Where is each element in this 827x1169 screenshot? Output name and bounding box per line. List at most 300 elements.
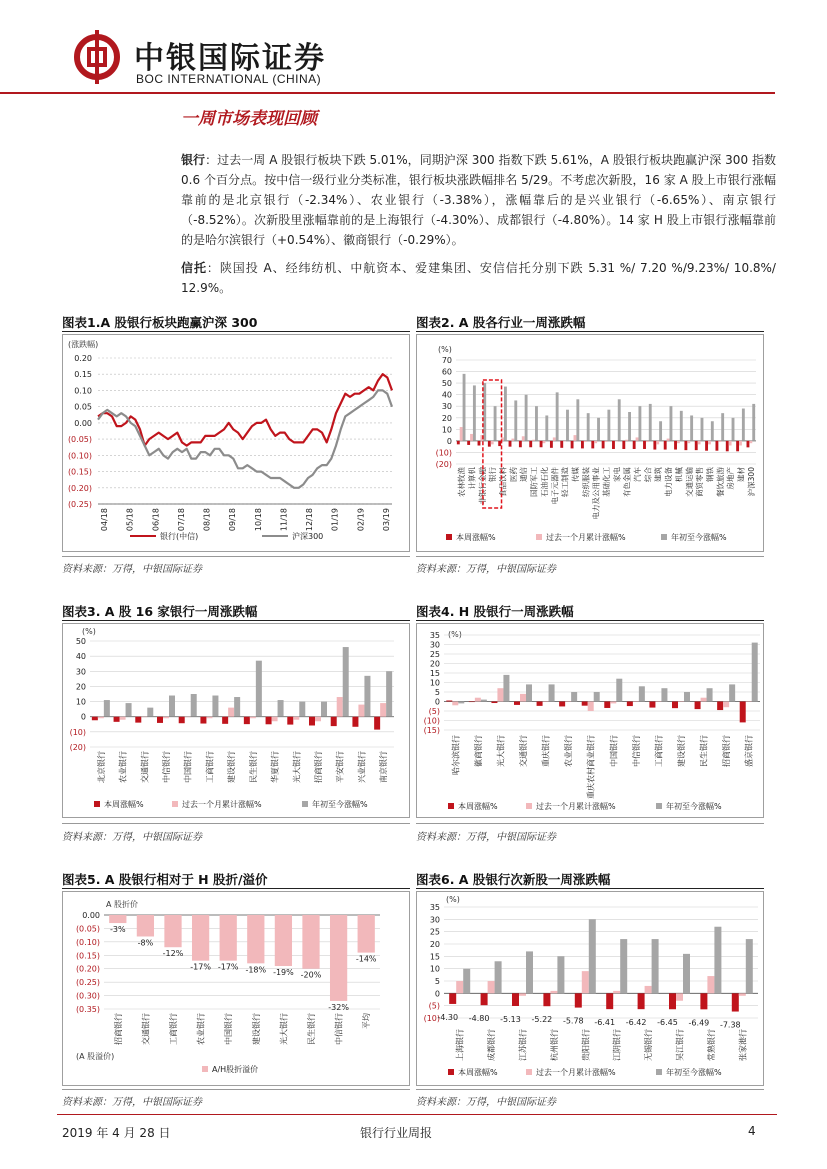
footer-date: 2019 年 4 月 28 日 [62,1126,171,1140]
data-label: -6.45 [657,1018,678,1028]
x-category-label: 重庆银行 [541,735,551,767]
bar [337,697,343,717]
bar [114,717,120,722]
bar [684,692,690,702]
unit-label: A 股折价 [106,900,139,909]
x-category-label: 江苏银行 [518,1029,528,1061]
legend-swatch [536,534,542,540]
brand-name-cn: 中银国际证券 [134,41,326,76]
y-tick-label: (20) [435,460,452,469]
bar [532,440,535,441]
chart-h-share-banks [416,623,764,818]
data-label: -5.78 [562,1016,584,1026]
y-tick-label: (10) [423,716,440,726]
unit-label: (%) [446,895,460,904]
y-tick-label: 0 [434,989,440,999]
bar [481,993,488,1005]
legend-label: 年初至今涨幅% [666,1068,722,1077]
bar [529,441,532,447]
bar [556,392,559,441]
data-label: -3% [110,925,126,935]
x-category-label: 兴业银行 [357,751,367,783]
x-category-label: 工商银行 [169,1013,178,1045]
data-label: -5.22 [531,1015,553,1025]
bar [449,993,456,1004]
bar [234,697,240,717]
x-category-label: 银行 [488,467,498,482]
bar [256,661,262,717]
x-tick-label: 10/18 [253,508,263,532]
figure-rule [416,888,764,889]
bar [475,698,481,702]
bar [636,437,639,440]
bar [491,702,497,704]
bar [742,409,745,441]
bar [266,717,272,725]
bar [494,406,497,441]
bar [514,702,520,705]
x-category-label: 钢铁 [705,467,715,482]
y-tick-label: 15 [429,669,440,678]
bar [498,441,501,446]
bar [566,410,569,441]
bar [739,441,742,446]
bar [625,440,628,441]
legend-swatch [526,803,532,809]
x-category-label: 吴江银行 [675,1029,685,1061]
bar [212,696,218,717]
bar [732,993,739,1011]
bar [752,404,755,441]
x-category-label: 江阴银行 [612,1029,622,1061]
bar [594,441,597,443]
bar [470,434,473,441]
x-category-label: 盛京银行 [744,735,754,767]
bar [721,413,724,441]
bar [157,717,163,723]
legend-label: 过去一个月累计涨幅% [546,533,626,542]
data-label: -8% [137,938,154,948]
bar [613,991,620,993]
x-category-label: 杭州银行 [549,1029,559,1061]
x-category-label: 徽商银行 [473,735,483,767]
y-tick-label: 35 [429,631,440,640]
bar [330,915,347,1001]
y-tick-label: 0 [446,436,452,446]
x-category-label: 电力设备 [664,467,674,497]
bar [605,441,608,442]
bar [542,441,545,443]
x-category-label: 交通银行 [519,735,528,767]
bar [732,418,735,441]
bar [228,708,234,717]
bar [627,702,633,707]
bar [220,915,237,961]
bar [488,441,491,447]
bar [522,436,525,441]
bar [293,717,299,720]
y-tick-label: (0.10) [67,451,92,461]
y-tick-label: 5 [434,977,440,986]
figure-rule [416,620,764,621]
chart-banks-vs-csi300 [62,334,410,552]
y-tick-label: (0.05) [75,924,100,934]
data-label: -19% [273,968,294,978]
x-category-label: 农业银行 [118,751,128,783]
bar [747,441,750,447]
bar [497,688,503,701]
bar [478,441,481,446]
bar [550,441,553,448]
x-category-label: 医药 [508,467,518,482]
divider [62,556,410,557]
data-label: -17% [217,962,239,972]
y-tick-label: (0.10) [75,937,100,947]
source-note: 资料来源：万得，中银国际证券 [416,832,556,843]
x-category-label: 商贸零售 [695,467,705,497]
y-tick-label: 20 [429,659,440,669]
figure-rule [62,888,410,889]
y-tick-label: (0.15) [75,951,100,961]
y-tick-label: 30 [429,915,440,925]
y-tick-label: 30 [75,667,86,677]
bar [708,441,711,444]
bar [582,971,589,993]
bar [250,717,256,719]
bar [191,694,197,717]
bar [683,954,690,993]
bar [589,919,596,993]
y-tick-label: 0 [80,712,86,722]
x-category-label: 北京银行 [96,751,106,783]
data-label: -32% [328,1002,349,1012]
bar [610,702,616,704]
y-tick-label: (0.25) [67,500,92,509]
x-category-label: 哈尔滨银行 [451,735,461,775]
bar [653,441,656,450]
x-category-label: 轻工制造 [560,467,570,497]
data-label: -4.80 [468,1014,490,1024]
y-tick-label: 0.00 [82,911,100,920]
bar [616,679,622,702]
legend-label: 过去一个月累计涨幅% [536,1068,616,1077]
x-tick-label: 03/19 [382,508,391,532]
bar [676,993,683,1000]
y-tick-label: 10 [429,678,440,688]
x-category-label: 中信银行 [162,751,171,783]
bar [488,981,495,993]
chart-ah-premium [62,891,410,1086]
bar [315,717,321,722]
bar [164,915,181,947]
x-category-label: 农林牧渔 [457,467,467,497]
y-tick-label: 20 [429,940,440,949]
bar [701,418,704,441]
bar [749,441,752,443]
bar [481,700,487,702]
bar [553,437,556,440]
y-tick-label: 50 [75,637,86,646]
source-note: 资料来源：万得，中银国际证券 [62,832,202,843]
bar [638,993,645,1009]
bar [739,993,746,995]
chart-a-share-banks [62,623,410,818]
y-tick-label: 10 [441,425,452,435]
x-category-label: 平安银行 [335,751,345,783]
x-category-label: 上海银行 [455,1029,465,1061]
bar [638,406,641,441]
data-label: -14% [355,954,377,964]
bar [137,915,154,936]
bar [655,702,661,703]
bar [452,702,458,706]
chart-industry-weekly [416,334,764,552]
bar [633,702,639,703]
bar [109,915,126,923]
bar [587,413,590,441]
bar [543,702,549,703]
bar [622,441,625,449]
y-tick-label: (5) [428,1001,440,1011]
x-category-label: 贵阳银行 [581,1029,591,1061]
bar [192,915,209,961]
x-category-label: 民生银行 [307,1013,316,1045]
x-category-label: 成都银行 [487,1029,497,1061]
bar [646,441,649,442]
bar [591,441,594,449]
y-tick-label: 20 [441,413,452,423]
y-tick-label: 10 [429,964,440,974]
bar [680,411,683,441]
x-tick-label: 01/19 [330,508,340,532]
bar [736,441,739,451]
bar [98,717,104,719]
figure-title: 图表5. A 股银行相对于 H 股折/溢价 [62,872,268,887]
legend-label: 年初至今涨幅% [666,802,722,811]
bar [645,986,652,993]
y-tick-label: 0.10 [74,386,92,396]
y-tick-label: 40 [75,652,86,662]
y-tick-label: 35 [429,903,440,912]
figure-rule [62,331,410,332]
bar [141,717,147,718]
y-tick-label: (0.35) [75,1005,100,1014]
bar [571,441,574,449]
y-tick-label: (0.20) [67,483,92,493]
y-tick-label: (0.15) [67,467,92,477]
figure-title: 图表3. A 股 16 家银行一周涨跌幅 [62,604,258,619]
bar [540,441,543,447]
y-tick-label: 0.00 [74,418,92,428]
bar [309,717,315,726]
bar [695,441,698,450]
y-tick-label: 25 [429,927,440,937]
bar [659,421,662,441]
x-category-label: 综合 [643,467,653,482]
bar [612,441,615,449]
bar [456,981,463,993]
chart-new-listed-banks [416,891,764,1086]
bar [705,441,708,451]
x-category-label: 重庆农村商业银行 [586,735,596,799]
bar [576,399,579,441]
bar [104,700,110,717]
bar [746,939,753,993]
y-tick-label: 70 [441,356,452,365]
x-tick-label: 11/18 [279,508,289,532]
bar [511,439,514,441]
y-tick-label: (20) [69,743,86,752]
y-tick-label: 30 [441,402,452,412]
bar [458,702,464,704]
bar [740,702,746,723]
bar [652,939,659,993]
data-label: -17% [190,962,211,972]
paragraph-label: 信托 [181,261,207,275]
bar [514,400,517,440]
x-category-label: 沪深300 [746,467,756,497]
y-tick-label: 30 [429,640,440,650]
bar [526,951,533,993]
bar [594,692,600,702]
x-category-label: 中国银行 [609,735,619,767]
bar [469,702,475,703]
x-tick-label: 02/19 [356,508,366,532]
x-category-label: 中国银行 [224,1013,234,1045]
x-category-label: 华夏银行 [270,751,280,783]
legend-swatch [202,1066,208,1072]
bar [460,427,463,441]
data-label: -5.13 [500,1014,521,1024]
bar [639,686,645,701]
y-tick-label: 10 [75,697,86,707]
bar [135,717,141,723]
y-tick-label: 15 [429,952,440,962]
footer-title: 银行行业周报 [360,1126,433,1140]
bar [352,717,358,727]
bar [677,441,680,443]
bar [272,717,278,722]
bar [723,702,729,708]
y-tick-label: (10) [435,448,452,458]
bar [386,671,392,716]
x-category-label: 招商银行 [722,735,732,767]
x-category-label: 建设银行 [677,735,686,767]
page-number: 4 [748,1124,756,1138]
data-label: -12% [162,949,184,959]
bar [726,441,729,451]
legend-swatch [661,534,667,540]
bar [752,643,758,702]
bar [321,702,327,717]
source-note: 资料来源：万得，中银国际证券 [416,1097,556,1108]
source-note: 资料来源：万得，中银国际证券 [416,564,556,575]
x-category-label: 纺织服装 [581,467,591,497]
y-tick-label: (10) [423,1014,440,1023]
y-tick-label: (0.05) [67,435,92,445]
unit-label: (%) [438,345,452,354]
bar [200,717,206,724]
bar [495,961,502,993]
bar [606,993,613,1009]
bar [701,698,707,702]
bar [628,412,631,441]
x-category-label: 国防军工 [529,467,539,497]
bar [715,441,718,451]
data-label: -18% [245,965,267,975]
bar [669,993,676,1009]
bar [169,696,175,717]
x-category-label: 非银行金融 [477,467,487,505]
legend-swatch [302,801,308,807]
divider [62,1089,410,1090]
x-tick-label: 05/18 [125,508,135,532]
legend-swatch [172,801,178,807]
bar [550,991,557,993]
x-category-label: 民生银行 [248,751,258,783]
x-category-label: 有色金属 [622,467,632,497]
legend-label: 过去一个月累计涨幅% [182,800,262,809]
x-category-label: 工商银行 [654,735,664,767]
axis-note: (A 股溢价) [76,1052,115,1061]
x-category-label: 民生银行 [699,735,709,767]
bar [574,435,577,441]
x-category-label: 光大银行 [292,751,302,783]
bar [92,717,98,721]
bar [364,676,370,717]
bar [120,717,126,720]
bar [717,702,723,711]
bar [698,441,701,444]
bar [563,441,566,442]
bar [446,700,452,701]
bar [520,694,526,702]
bar [670,406,673,441]
bar [358,915,375,953]
y-tick-label: 25 [429,650,440,659]
x-tick-label: 07/18 [176,508,186,532]
unit-label: (%) [448,630,462,639]
bar [604,702,610,708]
bar [695,702,701,710]
x-category-label: 石油石化 [539,467,549,497]
bar [684,441,687,450]
legend-label: 本周涨幅% [104,800,144,809]
bar [302,915,319,969]
divider [62,823,410,824]
bar [457,441,460,444]
bar [711,421,714,441]
bar [633,441,636,449]
divider [416,556,764,557]
bar [700,993,707,1009]
bar [557,956,564,993]
bar [185,717,191,718]
x-category-label: 农业银行 [196,1013,206,1045]
bar [537,702,543,706]
bar [247,915,264,963]
boc-logo [0,0,130,92]
legend-label: 本周涨幅% [458,802,498,811]
bar [588,702,594,712]
x-category-label: 计算机 [467,467,477,490]
bar [179,717,185,724]
legend-swatch [94,801,100,807]
bar [729,441,732,446]
bar [525,395,528,441]
y-tick-label: 5 [434,688,440,697]
bar [714,927,721,994]
